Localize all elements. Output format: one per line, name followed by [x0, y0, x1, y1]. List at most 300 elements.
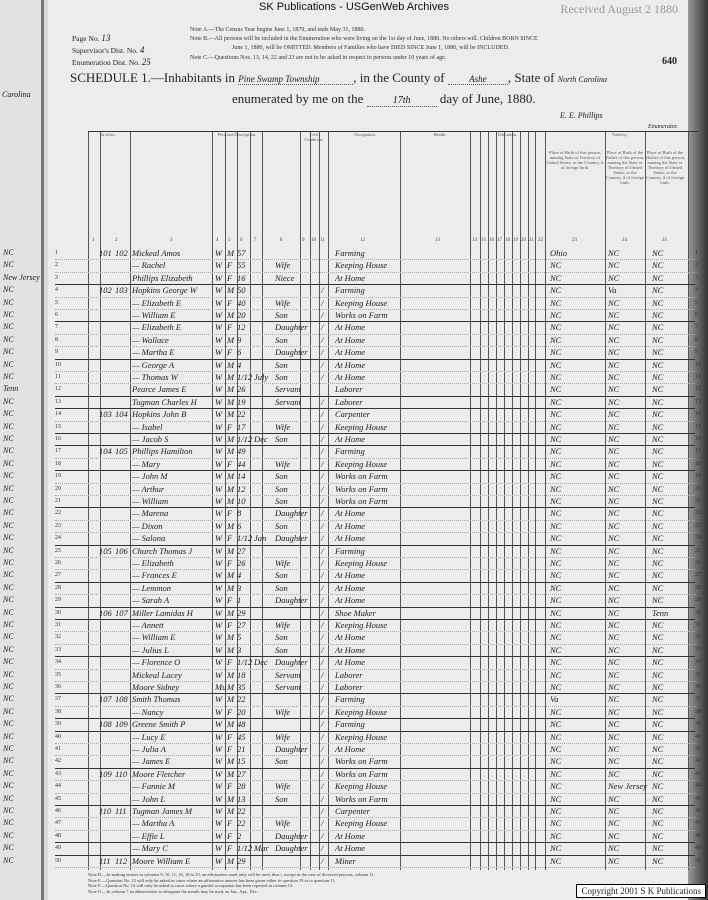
line-number: 9 — [55, 349, 58, 356]
cell-married: / — [321, 793, 324, 804]
cell-family: 105 — [115, 446, 128, 457]
cell-mother-birthplace: NC — [652, 620, 664, 630]
table-row — [55, 644, 701, 657]
cell-mother-birthplace: NC — [652, 334, 664, 345]
cell-race: W — [215, 855, 223, 866]
cell-occupation: At Home — [335, 359, 365, 370]
cell-sex: M — [227, 446, 235, 457]
line-number-right: 35 — [695, 671, 701, 678]
cell-sex: M — [227, 682, 235, 692]
cell-race: W — [215, 781, 223, 792]
cell-mother-birthplace: NC — [652, 781, 664, 792]
cell-father-birthplace: NC — [608, 830, 620, 841]
cell-mother-birthplace: NC — [652, 558, 664, 568]
prev-page-birthplace: NC — [3, 334, 14, 344]
prev-page-birthplace: NC — [3, 446, 14, 456]
cell-name: — Elizabeth E — [132, 297, 182, 308]
cell-race: W — [215, 657, 223, 668]
cell-married: / — [321, 545, 324, 556]
cell-occupation: Keeping House — [335, 421, 388, 432]
prev-page-birthplace: NC — [3, 657, 14, 667]
cell-sex: M — [227, 768, 235, 779]
cell-father-birthplace: NC — [608, 347, 620, 358]
cell-relation: Daughter — [275, 843, 308, 854]
cell-age: 27 — [237, 768, 246, 779]
cell-sex: M — [227, 644, 235, 655]
cell-father-birthplace: NC — [608, 632, 620, 643]
prev-page-birthplace: NC — [3, 471, 14, 481]
cell-dwelling: 108 — [99, 719, 112, 730]
cell-occupation: Laborer — [335, 669, 363, 680]
table-row — [55, 483, 701, 496]
cell-name: — William — [132, 496, 169, 506]
cell-name: Moore Sidney — [132, 682, 180, 692]
cell-birthplace: NC — [550, 731, 562, 742]
cell-sex: F — [227, 731, 233, 742]
cell-sex: M — [227, 483, 235, 494]
cell-married: / — [321, 310, 324, 320]
table-row — [55, 520, 701, 533]
table-row — [55, 533, 701, 545]
prev-page-birthplace: NC — [3, 458, 14, 468]
cell-birthplace: NC — [550, 806, 562, 816]
cell-sex: M — [227, 793, 235, 804]
cell-sex: M — [227, 520, 235, 531]
line-number: 18 — [55, 460, 61, 467]
cell-occupation: At Home — [335, 570, 365, 581]
cell-married: / — [321, 570, 324, 581]
cell-birthplace: NC — [550, 471, 562, 482]
line-number-right: 17 — [695, 448, 701, 455]
table-row — [55, 322, 698, 334]
cell-age: 40 — [237, 297, 246, 308]
enumeration-field — [72, 57, 151, 67]
cell-father-birthplace: NC — [608, 768, 620, 779]
table-row — [55, 359, 701, 372]
prev-page-birthplace: NC — [3, 570, 14, 580]
cell-occupation: Keeping House — [335, 297, 388, 308]
cell-name: — John L — [132, 793, 166, 804]
cell-relation: Wife — [275, 558, 291, 568]
cell-age: 10 — [237, 496, 246, 506]
cell-father-birthplace: NC — [608, 520, 620, 531]
line-number: 49 — [55, 845, 61, 852]
cell-occupation: At Home — [335, 347, 365, 358]
line-number: 38 — [55, 708, 61, 715]
cell-married: / — [321, 347, 324, 358]
cell-father-birthplace: NC — [608, 694, 620, 705]
cell-relation: Son — [275, 496, 288, 506]
site-title: SK Publications - USGenWeb Archives — [259, 1, 449, 13]
line-number-right: 6 — [695, 312, 698, 318]
cell-family: 110 — [115, 768, 128, 779]
cell-birthplace: NC — [550, 372, 562, 382]
table-row — [55, 347, 698, 359]
cell-father-birthplace: NC — [608, 334, 620, 345]
cell-dwelling: 103 — [99, 409, 112, 420]
cell-married: / — [321, 372, 324, 382]
cell-birthplace: NC — [550, 632, 562, 643]
cell-age: 1/12 — [237, 533, 253, 544]
table-row — [55, 434, 701, 446]
table-row — [55, 260, 698, 272]
cell-race: Mu — [215, 682, 227, 692]
cell-married: / — [321, 843, 324, 854]
cell-married: / — [321, 582, 324, 593]
cell-birth-month: Jan — [254, 533, 267, 544]
cell-race: W — [215, 768, 223, 779]
cell-married: / — [321, 669, 324, 680]
cell-name: — Thomas W — [132, 372, 178, 382]
cell-occupation: Farming — [335, 446, 365, 457]
cell-occupation: At Home — [335, 334, 365, 345]
footnote-f: Note F.—Question No. 14 will only be asked in cases where a gainful occupation has been reported in column 13. — [88, 883, 294, 888]
cell-married: / — [321, 607, 324, 618]
prev-page-birthplace: NC — [3, 806, 14, 815]
cell-age: 22 — [237, 694, 246, 705]
table-row — [55, 496, 701, 508]
cell-birthplace: NC — [550, 719, 562, 730]
column-number: 22 — [538, 238, 543, 243]
cell-relation: Daughter — [275, 830, 308, 841]
cell-relation: Son — [275, 520, 288, 531]
cell-relation: Daughter — [275, 595, 308, 606]
cell-birthplace: NC — [550, 446, 562, 457]
cell-age: 28 — [237, 781, 246, 792]
cell-father-birthplace: NC — [608, 458, 620, 469]
cell-sex: F — [227, 830, 233, 841]
cell-race: W — [215, 421, 223, 432]
line-number: 10 — [55, 361, 61, 368]
cell-father-birthplace: New Jersey — [608, 781, 647, 792]
county-value: Ashe — [448, 74, 508, 85]
cell-occupation: Keeping House — [335, 458, 388, 469]
cell-father-birthplace: NC — [608, 434, 620, 444]
cell-mother-birthplace: NC — [652, 384, 664, 395]
cell-race: W — [215, 843, 223, 854]
cell-race: W — [215, 310, 223, 320]
enumerator-signature: E. E. Phillips — [560, 111, 603, 120]
cell-relation: Son — [275, 334, 288, 345]
cell-occupation: Miner — [335, 855, 356, 866]
prev-page-birthplace: NC — [3, 744, 14, 753]
cell-race: W — [215, 545, 223, 556]
cell-father-birthplace: NC — [608, 706, 620, 717]
cell-mother-birthplace: NC — [652, 843, 664, 854]
cell-occupation: Shoe Maker — [335, 607, 376, 618]
cell-sex: F — [227, 744, 233, 754]
cell-occupation: Farming — [335, 694, 365, 705]
cell-relation: Servant — [275, 682, 301, 692]
cell-birthplace: NC — [550, 458, 562, 469]
line-number-right: 1 — [695, 250, 698, 256]
cell-birthplace: NC — [550, 359, 562, 370]
prev-page-birthplace: Tenn — [3, 384, 19, 394]
cell-mother-birthplace: NC — [652, 570, 664, 581]
header-dwelling: In cities. — [100, 132, 116, 137]
line-number-right: 50 — [695, 857, 701, 864]
prev-page-birthplace: NC — [3, 781, 14, 791]
cell-age: 29 — [237, 855, 246, 866]
page-no-value: 13 — [101, 33, 111, 43]
cell-race: W — [215, 272, 223, 283]
cell-occupation: At Home — [335, 322, 365, 333]
cell-occupation: At Home — [335, 830, 365, 841]
cell-father-birthplace: NC — [608, 396, 620, 407]
cell-name: Moore Fletcher — [132, 768, 186, 779]
header-nativity: Nativity. — [612, 132, 628, 137]
cell-mother-birthplace: NC — [652, 644, 664, 655]
column-number: 8 — [280, 238, 283, 243]
supervisor-value: 4 — [139, 45, 145, 55]
cell-occupation: At Home — [335, 520, 365, 531]
cell-dwelling: 104 — [99, 446, 112, 457]
cell-birthplace: NC — [550, 570, 562, 581]
cell-age: 26 — [237, 384, 246, 395]
note-b-cont: June 1, 1880, will be OMITTED. Members of Families who have DIED SINCE June 1, 1880, will be INCLUDED. — [232, 45, 510, 51]
line-number-right: 46 — [695, 808, 701, 814]
cell-birth-month: July — [254, 372, 269, 382]
cell-occupation: Works on Farm — [335, 793, 388, 804]
line-number-right: 28 — [695, 584, 701, 591]
cell-name: — Wallace — [132, 334, 169, 345]
cell-name: — Arthur — [132, 483, 165, 494]
prev-page-birthplace: NC — [3, 347, 14, 357]
cell-occupation: Works on Farm — [335, 756, 388, 767]
cell-age: 1/12 — [237, 843, 253, 854]
cell-father-birthplace: NC — [608, 545, 620, 556]
cell-occupation: Farming — [335, 719, 365, 730]
cell-name: — Effie L — [132, 830, 165, 841]
prev-page-birthplace: NC — [3, 793, 14, 803]
cell-name: — Lemmon — [132, 582, 171, 593]
column-number: 10 — [311, 238, 316, 243]
line-number-right: 32 — [695, 634, 701, 641]
cell-birthplace: NC — [550, 297, 562, 308]
cell-mother-birthplace: NC — [652, 520, 664, 531]
cell-occupation: At Home — [335, 657, 365, 668]
column-number: 3 — [170, 238, 173, 243]
table-row — [55, 396, 701, 409]
cell-age: 21 — [237, 744, 246, 754]
line-number-right: 2 — [695, 262, 698, 269]
cell-father-birthplace: NC — [608, 471, 620, 482]
cell-age: 4 — [237, 359, 242, 370]
cell-name: — Elizabeth E — [132, 322, 182, 333]
cell-married: / — [321, 508, 324, 519]
prev-page-birthplace: NC — [3, 496, 14, 505]
cell-sex: F — [227, 818, 233, 829]
prev-page-birthplace: NC — [3, 644, 14, 654]
cell-name: — Frances E — [132, 570, 177, 581]
cell-birthplace: NC — [550, 595, 562, 606]
cell-race: W — [215, 719, 223, 730]
cell-race: W — [215, 706, 223, 717]
cell-age: 44 — [237, 458, 246, 469]
cell-relation: Wife — [275, 781, 291, 792]
cell-age: 20 — [237, 706, 246, 717]
line-number-right: 3 — [695, 274, 698, 281]
line-number: 45 — [55, 795, 61, 802]
supervisor-field — [72, 45, 144, 55]
line-number: 47 — [55, 820, 61, 827]
cell-race: W — [215, 620, 223, 630]
line-number: 11 — [55, 374, 61, 380]
cell-family: 111 — [115, 806, 127, 816]
cell-sex: M — [227, 471, 235, 482]
cell-mother-birthplace: NC — [652, 657, 664, 668]
cell-sex: M — [227, 545, 235, 556]
cell-age: 2 — [237, 830, 242, 841]
line-number-right: 34 — [695, 659, 701, 666]
cell-age: 55 — [237, 260, 246, 271]
enumeration-label: Enumeration Dist. No. — [72, 58, 140, 67]
cell-birthplace: NC — [550, 830, 562, 841]
cell-sex: F — [227, 322, 233, 333]
cell-relation: Son — [275, 756, 288, 767]
cell-name: Miller Lamidas H — [132, 607, 193, 618]
cell-race: W — [215, 793, 223, 804]
cell-name: — Jacob S — [132, 434, 169, 444]
cell-mother-birthplace: NC — [652, 471, 664, 482]
cell-father-birthplace: NC — [608, 582, 620, 593]
line-number-right: 48 — [695, 832, 701, 839]
cell-relation: Servant — [275, 669, 301, 680]
line-number-right: 41 — [695, 746, 701, 752]
cell-married: / — [321, 434, 324, 444]
cell-race: W — [215, 558, 223, 568]
cell-married: / — [321, 471, 324, 482]
cell-father-birthplace: NC — [608, 496, 620, 506]
table-row — [55, 806, 701, 818]
cell-relation: Son — [275, 483, 288, 494]
cell-sex: F — [227, 781, 233, 792]
cell-married: / — [321, 297, 324, 308]
cell-mother-birthplace: NC — [652, 669, 664, 680]
cell-relation: Son — [275, 310, 288, 320]
cell-age: 45 — [237, 731, 246, 742]
prev-page-birthplace: New Jersey — [3, 272, 40, 282]
prev-page-birthplace: NC — [3, 520, 14, 530]
table-row — [55, 706, 701, 719]
enum-suffix: day of June, 1880. — [439, 91, 536, 106]
cell-age: 1/12 — [237, 372, 253, 382]
cell-mother-birthplace: NC — [652, 446, 664, 457]
cell-occupation: At Home — [335, 744, 365, 754]
cell-family: 106 — [115, 545, 128, 556]
cell-name: Tugman James M — [132, 806, 192, 816]
cell-father-birthplace: NC — [608, 719, 620, 730]
cell-married: / — [321, 694, 324, 705]
cell-occupation: Laborer — [335, 396, 363, 407]
cell-name: — Mary — [132, 458, 161, 469]
line-number: 42 — [55, 758, 61, 765]
cell-birthplace: NC — [550, 669, 562, 680]
cell-name: Hopkins George W — [132, 285, 197, 296]
cell-race: W — [215, 458, 223, 469]
cell-race: W — [215, 359, 223, 370]
prev-page-birthplace: NC — [3, 396, 14, 406]
cell-father-birthplace: NC — [608, 657, 620, 668]
cell-father-birthplace: NC — [608, 793, 620, 804]
table-row — [55, 372, 701, 384]
line-number-right: 45 — [695, 795, 701, 802]
prev-state: Carolina — [2, 90, 31, 99]
cell-mother-birthplace: NC — [652, 248, 664, 258]
cell-name: — Julia A — [132, 744, 166, 754]
cell-occupation: Keeping House — [335, 706, 388, 717]
prev-page-birthplace: NC — [3, 372, 14, 381]
cell-race: W — [215, 322, 223, 333]
cell-married: / — [321, 682, 324, 692]
cell-name: Mickeal Amos — [132, 248, 181, 258]
cell-age: 27 — [237, 620, 246, 630]
cell-married: / — [321, 719, 324, 730]
cell-race: W — [215, 396, 223, 407]
cell-mother-birthplace: NC — [652, 632, 664, 643]
cell-relation: Son — [275, 359, 288, 370]
cell-mother-birthplace: NC — [652, 434, 664, 444]
prev-page-birthplace: NC — [3, 818, 14, 828]
table-row — [55, 756, 701, 768]
cell-mother-birthplace: NC — [652, 409, 664, 420]
column-number: 14 — [472, 238, 477, 243]
cell-dwelling: 111 — [99, 855, 111, 866]
prev-page-birthplace: NC — [3, 719, 14, 729]
column-number: 9 — [302, 238, 305, 243]
column-number: 16 — [489, 238, 494, 243]
cell-occupation: Carpenter — [335, 806, 370, 816]
cell-age: 6 — [237, 520, 242, 531]
cell-age: 1 — [237, 595, 242, 606]
table-row — [55, 570, 701, 582]
prev-page-birthplace: NC — [3, 595, 14, 605]
cell-married: / — [321, 620, 324, 630]
cell-birthplace: NC — [550, 644, 562, 655]
enumeration-value: 25 — [141, 57, 151, 67]
cell-race: W — [215, 508, 223, 519]
cell-mother-birthplace: NC — [652, 310, 664, 320]
cell-name: — Lucy E — [132, 731, 166, 742]
cell-father-birthplace: NC — [608, 682, 620, 692]
cell-mother-birthplace: NC — [652, 855, 664, 866]
cell-race: W — [215, 694, 223, 705]
cell-mother-birthplace: NC — [652, 421, 664, 432]
cell-father-birthplace: NC — [608, 322, 620, 333]
cell-father-birthplace: NC — [608, 409, 620, 420]
cell-occupation: At Home — [335, 533, 365, 544]
cell-father-birthplace: NC — [608, 607, 620, 618]
line-number: 32 — [55, 634, 61, 641]
cell-occupation: At Home — [335, 582, 365, 593]
cell-name: — Martha E — [132, 347, 175, 358]
cell-dwelling: 110 — [99, 806, 112, 816]
table-row — [55, 545, 701, 558]
prev-page-birthplace: NC — [3, 607, 14, 617]
cell-race: W — [215, 384, 223, 395]
cell-father-birthplace: NC — [608, 372, 620, 382]
schedule-line — [70, 70, 607, 86]
cell-race: W — [215, 756, 223, 767]
supervisor-label: Supervisor's Dist. No. — [72, 46, 138, 55]
cell-occupation: At Home — [335, 843, 365, 854]
cell-sex: M — [227, 694, 235, 705]
cell-occupation: Keeping House — [335, 818, 388, 829]
cell-occupation: At Home — [335, 272, 365, 283]
cell-sex: F — [227, 458, 233, 469]
table-row — [55, 793, 701, 806]
prev-page-birthplace: NC — [3, 830, 14, 840]
